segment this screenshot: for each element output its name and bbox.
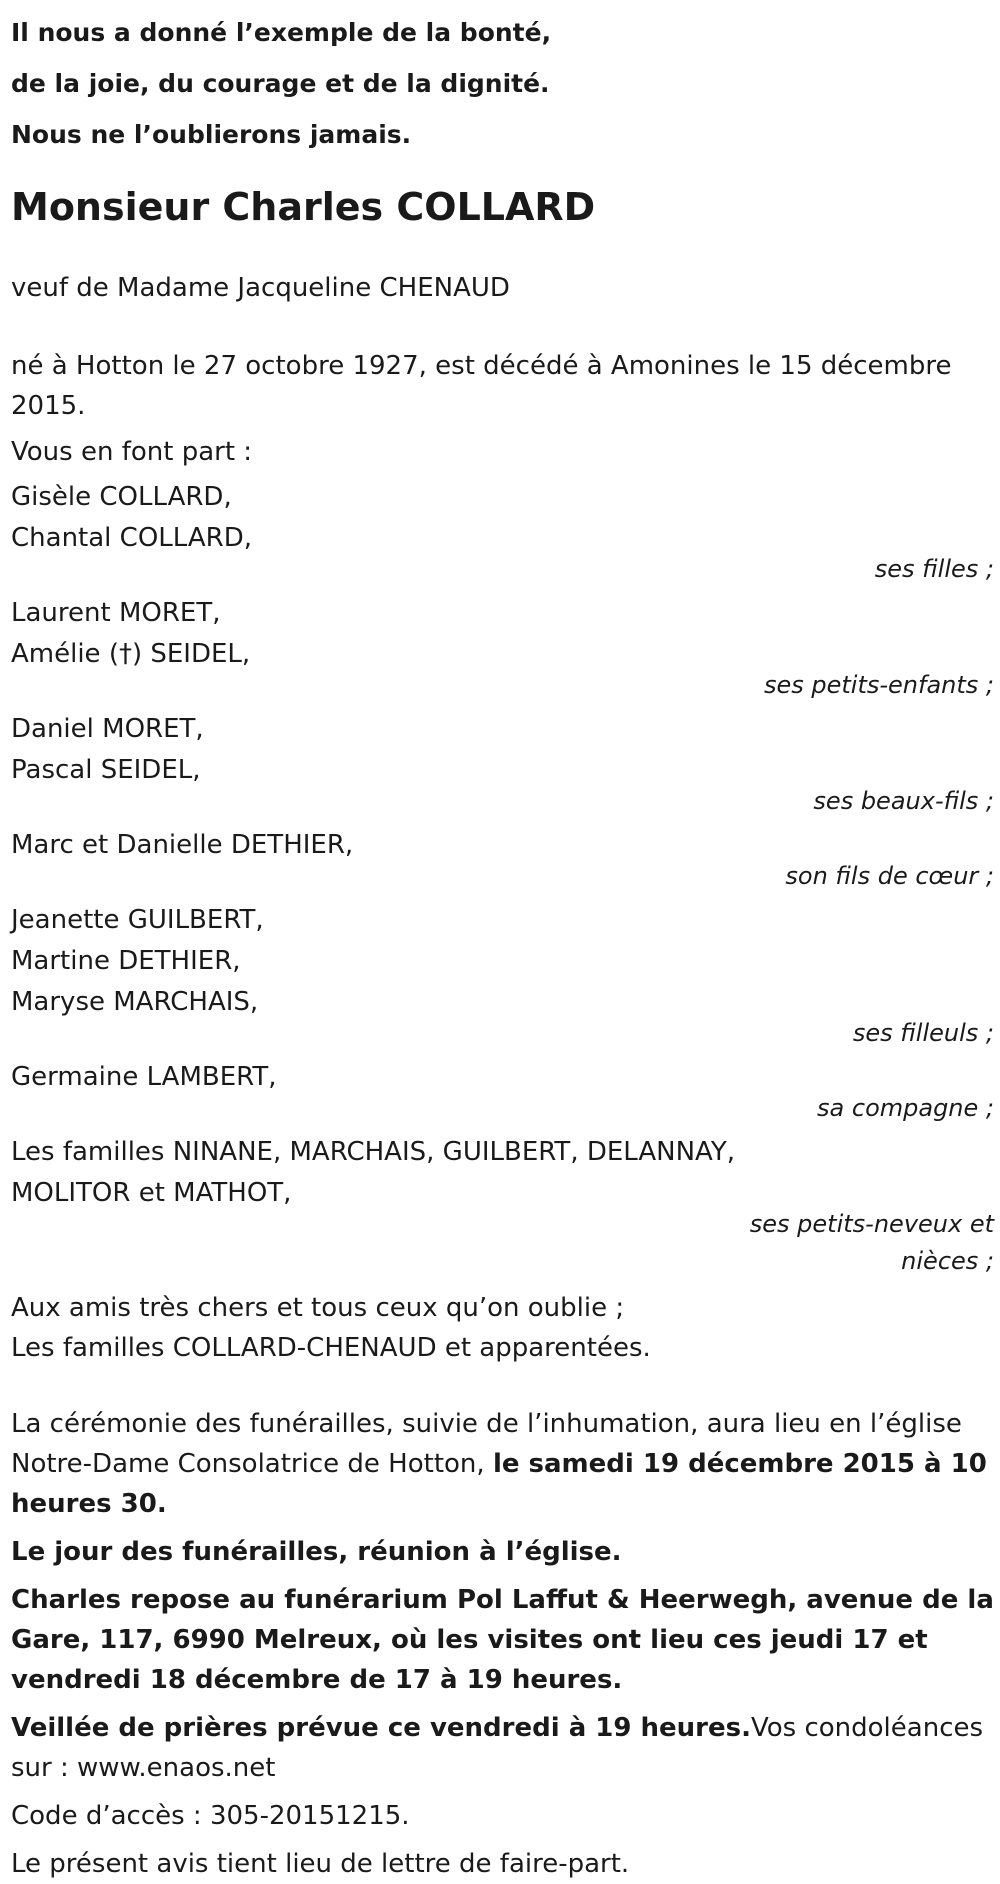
- family-member: Germaine LAMBERT,: [11, 1062, 277, 1092]
- notice-line: Le présent avis tient lieu de lettre de faire-part.: [11, 1849, 630, 1879]
- closing-line: Les familles COLLARD-CHENAUD et apparentées.: [11, 1333, 651, 1363]
- relation-label: son fils de cœur ;: [785, 862, 994, 890]
- widower-line: veuf de Madame Jacqueline CHENAUD: [11, 273, 510, 303]
- relation-label: ses beaux-fils ;: [813, 787, 994, 815]
- closing-line: Aux amis très chers et tous ceux qu’on oublie ;: [11, 1293, 625, 1323]
- ceremony-intro: La cérémonie des funérailles, suivie de l’inhumation, aura lieu en l’église Notre-Dame Consolatrice de Hotton,: [11, 1409, 962, 1479]
- condolences-text: Vos condoléances sur : www.enaos.net: [11, 1713, 984, 1783]
- family-group-daughters: [11, 477, 996, 588]
- epigraph-line: Nous ne l’oublierons jamais.: [11, 120, 412, 149]
- family-member: Daniel MORET,: [11, 714, 204, 744]
- family-group-companion: [11, 1057, 996, 1127]
- family-member: Les familles NINANE, MARCHAIS, GUILBERT, DELANNAY,: [11, 1137, 735, 1167]
- meeting-line: Le jour des funérailles, réunion à l’église.: [11, 1537, 622, 1567]
- relation-label: ses filles ;: [874, 555, 994, 583]
- closing-lines: [11, 1288, 996, 1368]
- family-member: Pascal SEIDEL,: [11, 755, 201, 785]
- family-group-godchildren: [11, 900, 996, 1052]
- family-group-grandchildren: [11, 593, 996, 704]
- family-member: Jeanette GUILBERT,: [11, 905, 264, 935]
- epigraph-line: Il nous a donné l’exemple de la bonté,: [11, 18, 552, 47]
- family-member: Amélie (†) SEIDEL,: [11, 639, 251, 669]
- family-group-heart-son: [11, 825, 996, 895]
- relation-label: ses petits-neveux et nièces ;: [749, 1210, 994, 1275]
- funeral-home-paragraph: Charles repose au funérarium Pol Laffut & Heerwegh, avenue de la Gare, 117, 6990 Melreux, où les visites ont lieu ces jeudi 17 et vendredi 18 décembre de 17 à 19 heures.: [11, 1585, 994, 1695]
- relation-label: ses filleuls ;: [852, 1019, 994, 1047]
- relation-label: ses petits-enfants ;: [763, 671, 994, 699]
- birth-death-line: né à Hotton le 27 octobre 1927, est décédé à Amonines le 15 décembre 2015.: [11, 351, 952, 421]
- ceremony-date: le samedi 19 décembre 2015 à 10 heures 30.: [11, 1449, 987, 1519]
- family-member: Marc et Danielle DETHIER,: [11, 830, 354, 860]
- obituary-notice: [11, 0, 996, 1884]
- family-group-nephews-nieces: [11, 1132, 996, 1280]
- family-member: Martine DETHIER,: [11, 946, 241, 976]
- relation-label: sa compagne ;: [817, 1094, 994, 1122]
- announce-intro: Vous en font part :: [11, 437, 253, 467]
- family-member: Laurent MORET,: [11, 598, 221, 628]
- epigraph: [11, 0, 996, 160]
- family-group-sons-in-law: [11, 709, 996, 820]
- epigraph-line: de la joie, du courage et de la dignité.: [11, 69, 550, 98]
- ceremony-paragraph: [11, 1404, 996, 1524]
- family-member: Maryse MARCHAIS,: [11, 987, 259, 1017]
- family-member: MOLITOR et MATHOT,: [11, 1178, 292, 1208]
- vigil-paragraph: [11, 1708, 996, 1788]
- access-code-line: Code d’accès : 305-20151215.: [11, 1801, 410, 1831]
- deceased-name: Monsieur Charles COLLARD: [11, 185, 596, 229]
- family-member: Gisèle COLLARD,: [11, 482, 232, 512]
- vigil-text: Veillée de prières prévue ce vendredi à 19 heures.: [11, 1713, 751, 1743]
- family-member: Chantal COLLARD,: [11, 523, 252, 553]
